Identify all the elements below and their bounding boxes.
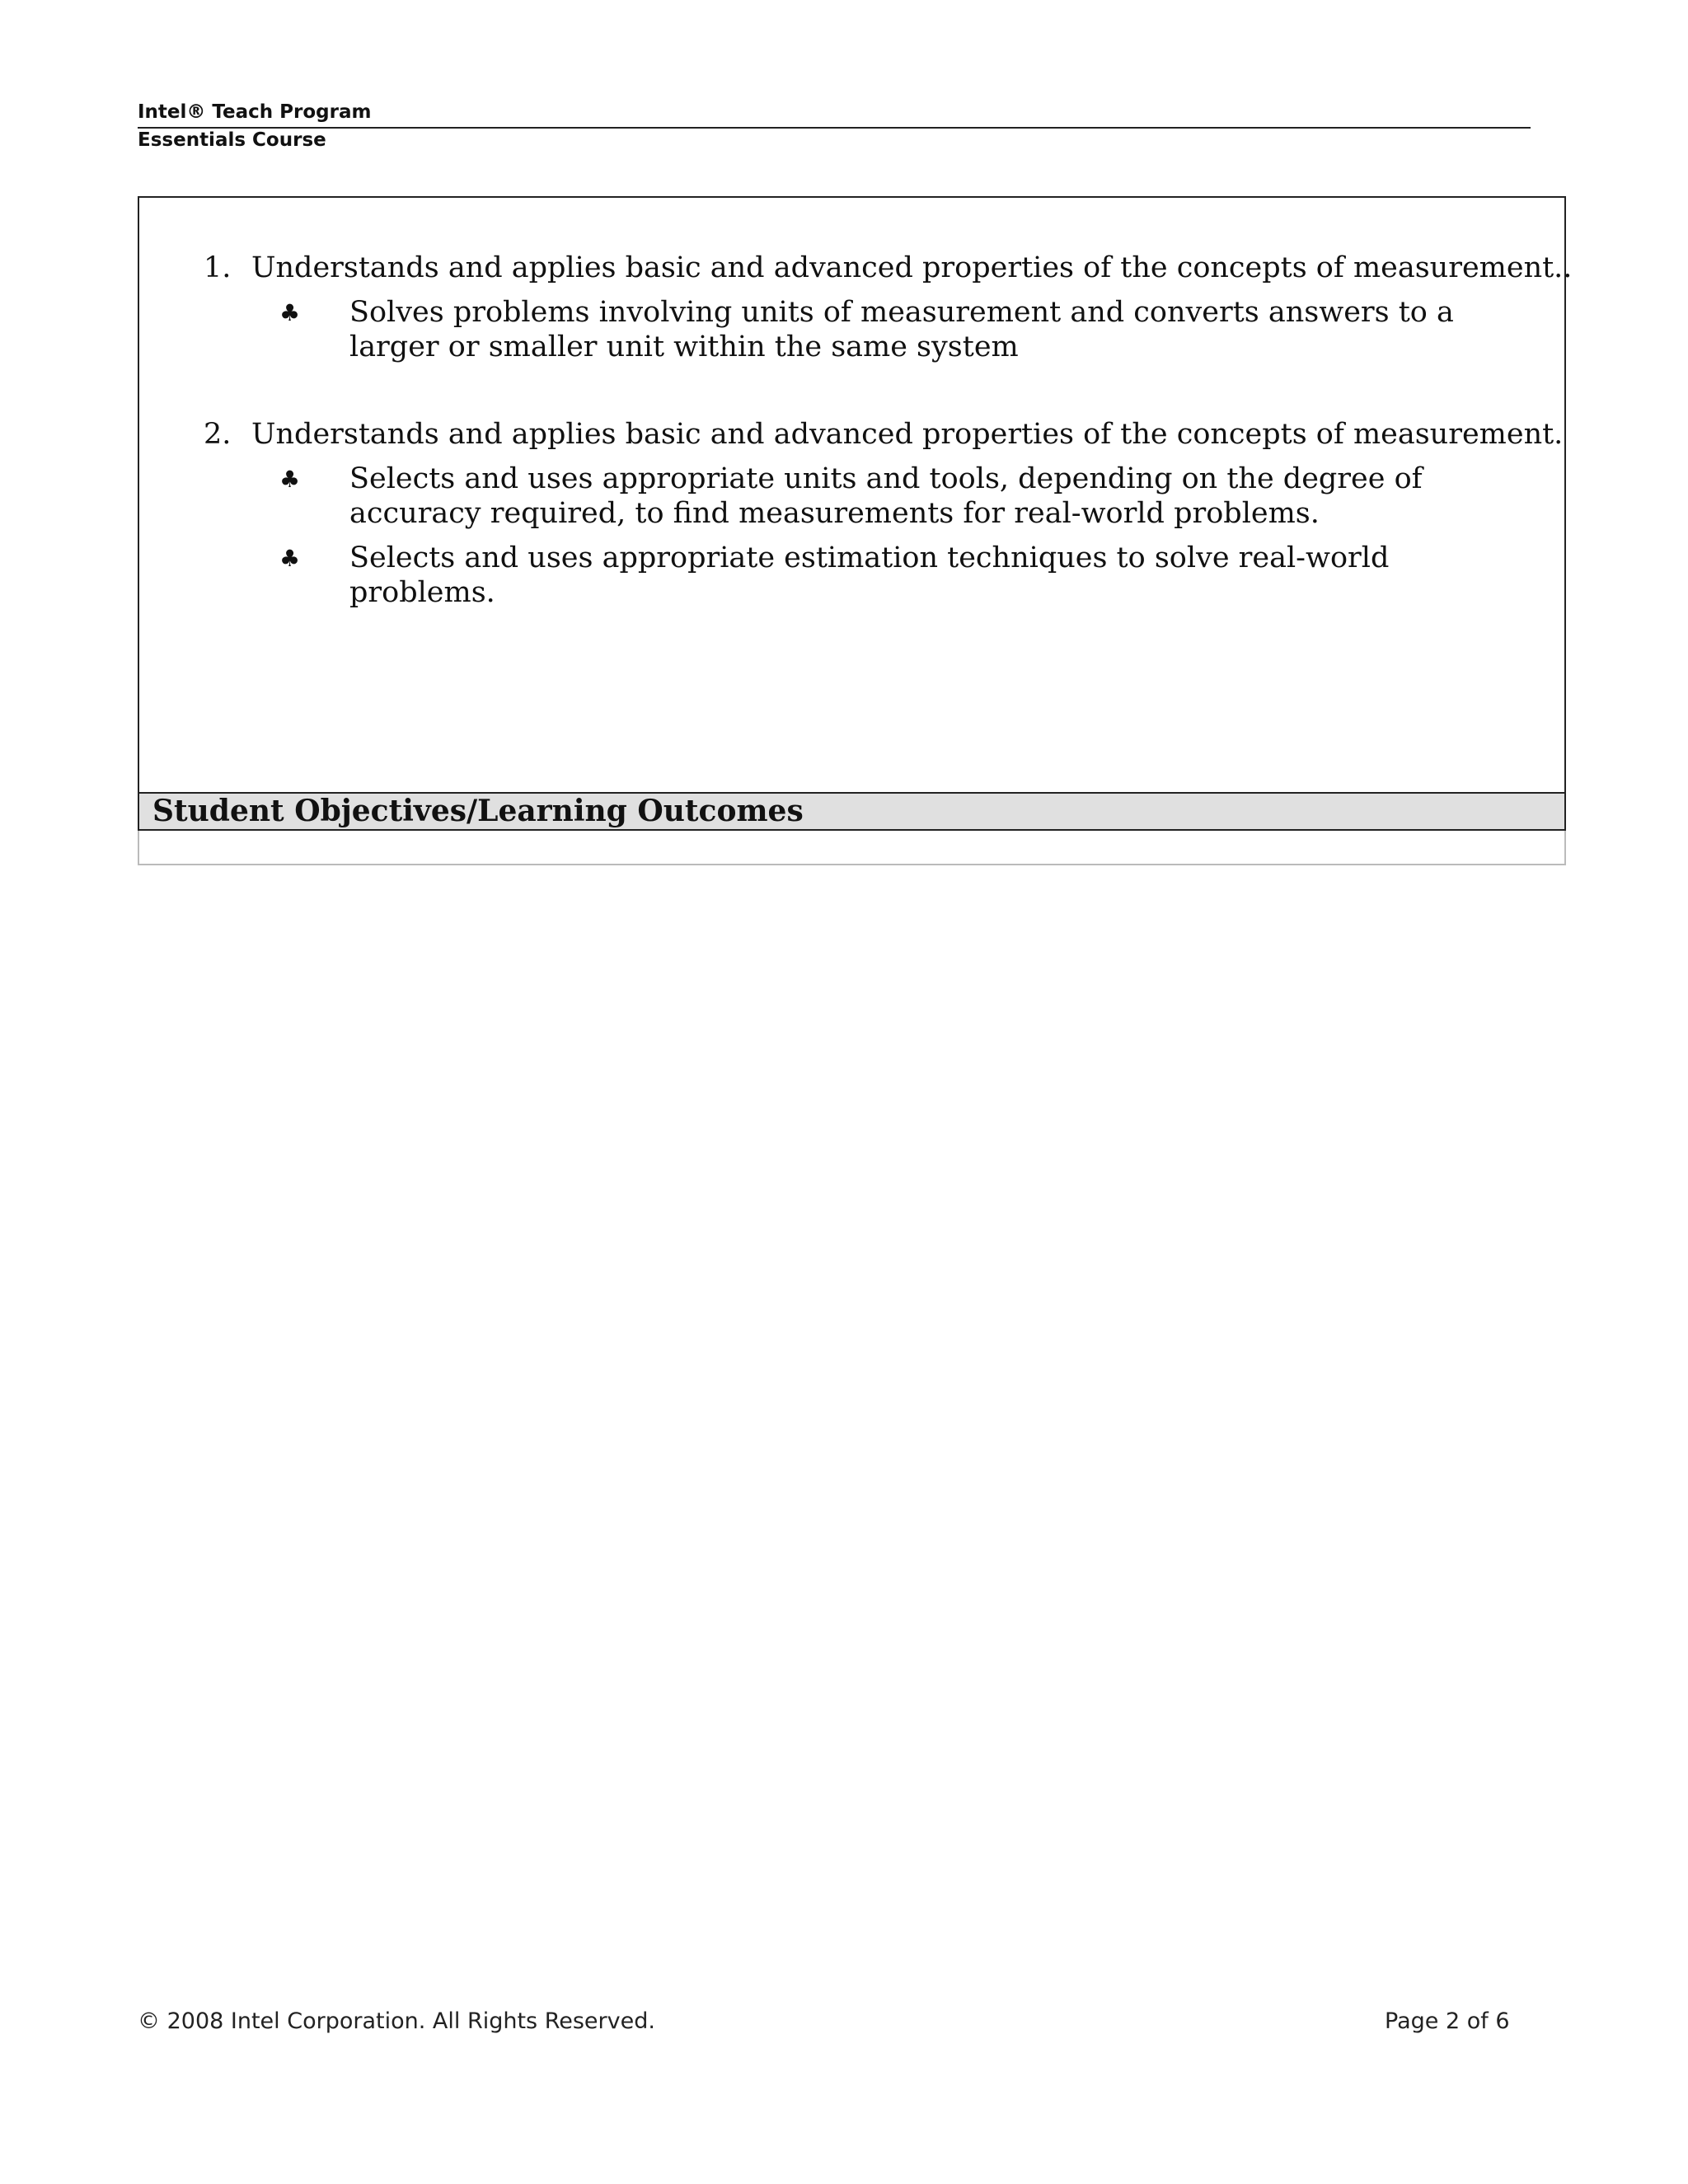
standards-box: [138, 196, 1573, 794]
standard-text: Understands and applies basic and advanced properties of the concepts of measurement.: [251, 418, 1564, 451]
section-title: Student Objectives/Learning Outcomes: [138, 794, 1566, 831]
standard-number: 1.: [204, 251, 232, 284]
bullet-text: Selects and uses appropriate estimation techniques to solve real-world problems.: [349, 541, 1390, 609]
page-header: [138, 99, 1531, 151]
club-bullet-icon: ♣: [279, 466, 301, 493]
bullet-text: Selects and uses appropriate units and tools, depending on the degree of accuracy required, to find measurements for real-world problems.: [349, 462, 1423, 530]
standard-text: Understands and applies basic and advanced properties of the concepts of measurement..: [251, 251, 1573, 284]
club-bullet-icon: ♣: [279, 545, 301, 572]
bullet-text: Solves problems involving units of measurement and converts answers to a larger or smaller unit within the same system: [349, 296, 1454, 363]
course-name: Essentials Course: [138, 129, 326, 151]
club-bullet-icon: ♣: [279, 299, 301, 326]
program-name: Intel® Teach Program: [138, 101, 372, 123]
page-number: Page 2 of 6: [1385, 2008, 1510, 2034]
standard-number: 2.: [204, 418, 232, 451]
copyright-text: © 2008 Intel Corporation. All Rights Reserved.: [138, 2008, 655, 2034]
empty-content-row: [138, 831, 1566, 865]
